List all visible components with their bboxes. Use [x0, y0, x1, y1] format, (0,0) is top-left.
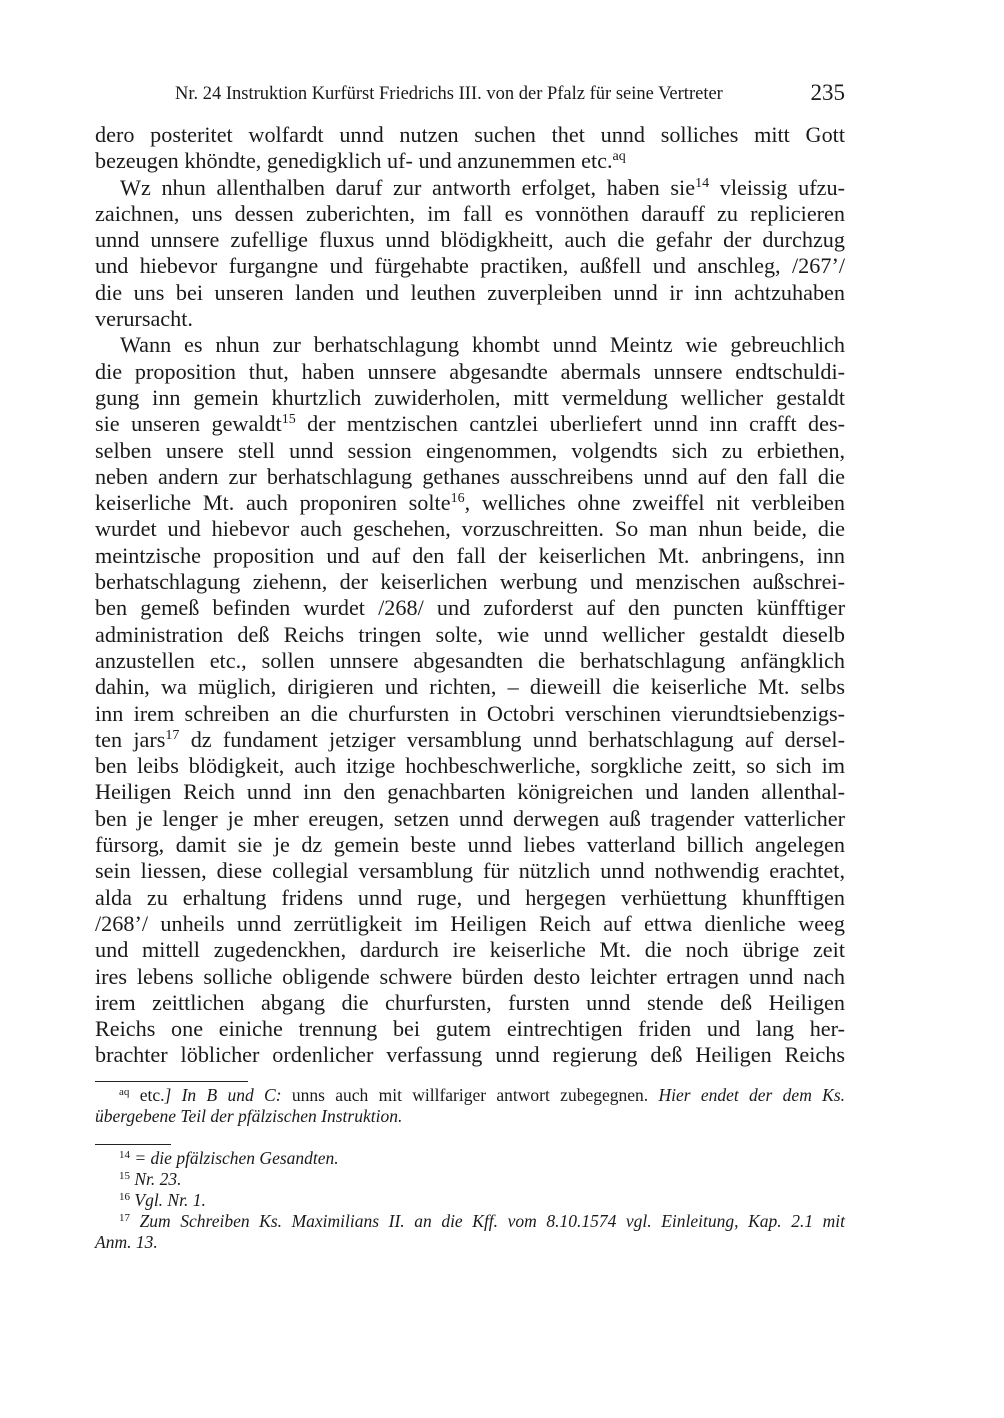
- text-run: alda zu erhaltung fridens unnd ruge, und hergegen verhüettung khunfftigen: [95, 884, 845, 910]
- text-run: dahin, wa müglich, dirigieren und richten, – dieweill die keiserliche Mt. selbs: [95, 674, 845, 700]
- footnote-line: [95, 1169, 845, 1190]
- italic-run: Hier endet der dem Ks.: [658, 1085, 845, 1105]
- text-run: zaichnen, uns dessen zuberichten, im fall es vonnöthen darauff zu replicieren: [95, 200, 845, 226]
- italic-run: ] In B und C:: [164, 1085, 282, 1105]
- text-line: [95, 595, 845, 621]
- text-line: [95, 227, 845, 253]
- text-run: Reichs one einiche trennung bei gutem eintrechtigen friden und lang her-: [95, 1016, 845, 1042]
- text-run: unnd unnsere zufellige fluxus unnd blödigkheitt, auch die gefahr der durchzug: [95, 227, 845, 253]
- text-line: [95, 490, 845, 516]
- footnote-marker: 14: [695, 175, 710, 191]
- text-line: [95, 516, 845, 542]
- text-line: [95, 201, 845, 227]
- text-line: [95, 332, 845, 358]
- text-run: sein liessen, diese collegial versamblung für nützlich unnd nothwendig erachtet,: [95, 858, 845, 884]
- text-run: berhatschlagung ziehenn, der keiserlichen werbung und menzischen außschrei-: [95, 569, 845, 595]
- italic-run: Vgl. Nr. 1.: [134, 1190, 206, 1210]
- text-line: [95, 701, 845, 727]
- footnote-marker: aq: [612, 149, 626, 165]
- text-run: wurdet und hiebevor auch geschehen, vorzuschreitten. So man nhun beide, die: [95, 516, 845, 542]
- footnote-marker: 17: [165, 727, 180, 743]
- footnote-marker: 14: [119, 1149, 130, 1161]
- text-run: ires lebens solliche obligende schwere bürden desto leichter ertragen unnd nach: [95, 963, 845, 989]
- text-run: irem zeittlichen abgang die churfursten, fursten unnd stende deß Heiligen: [95, 989, 845, 1015]
- italic-run: Anm. 13.: [95, 1232, 158, 1252]
- footnote-line: [95, 1211, 845, 1232]
- footnotes: [95, 1148, 845, 1253]
- italic-run: übergebene Teil der pfälzischen Instruktion.: [95, 1106, 403, 1126]
- footnote-marker: 17: [119, 1212, 130, 1224]
- italic-run: = die pfälzischen Gesandten.: [134, 1148, 339, 1168]
- text-line: [95, 1042, 845, 1068]
- text-run: sie unseren gewaldt: [95, 411, 282, 437]
- italic-run: Zum Schreiben Ks. Maximilians II. an die Kff. vom 8.10.1574 vgl. Einleitung, Kap. 2.1 mit: [139, 1211, 846, 1231]
- running-title: Nr. 24 Instruktion Kurfürst Friedrichs III. von der Pfalz für seine Vertreter: [175, 84, 723, 104]
- text-run: ben je lenger je mher ereugen, setzen unnd derwegen auß tragender vatterlicher: [95, 805, 845, 831]
- text-line: [95, 359, 845, 385]
- footnote-marker: 15: [119, 1170, 130, 1182]
- text-line: [95, 753, 845, 779]
- text-line: [95, 148, 845, 174]
- text-line: [95, 122, 845, 148]
- text-line: [95, 964, 845, 990]
- text-line: [95, 990, 845, 1016]
- text-run: keiserliche Mt. auch proponiren solte: [95, 490, 451, 516]
- text-run: ten jars: [95, 726, 166, 752]
- text-run: meintzische proposition und auf den fall der keiserlichen Mt. anbringens, inn: [95, 542, 845, 568]
- footnote-line: [95, 1085, 845, 1106]
- footnote-line: [95, 1106, 845, 1127]
- text-run: [130, 1211, 140, 1231]
- footnote-marker: 16: [119, 1191, 130, 1203]
- text-run: die uns bei unseren landen und leuthen zuverpleiben unnd ir inn achtzuhaben: [95, 279, 845, 305]
- text-run: , welliches ohne zweiffel nit verbleiben: [464, 490, 845, 516]
- text-line: [95, 280, 845, 306]
- text-line: [95, 1016, 845, 1042]
- text-run: vleissig ufzu-: [709, 174, 845, 200]
- text-line: [95, 858, 845, 884]
- footnote-line: [95, 1232, 845, 1253]
- page-number: 235: [810, 80, 845, 105]
- text-line: [95, 411, 845, 437]
- text-line: [95, 622, 845, 648]
- text-line: [95, 175, 845, 201]
- footnote-rule: [95, 1144, 171, 1145]
- text-line: [95, 464, 845, 490]
- text-line: [95, 385, 845, 411]
- text-line: [95, 911, 845, 937]
- text-run: ben gemeß befinden wurdet /268/ und zuforderst auf den puncten künfftiger: [95, 595, 845, 621]
- footnote-marker: 15: [281, 412, 296, 428]
- running-header: [175, 80, 845, 110]
- text-run: gung inn gemein khurtzlich zuwiderholen, mitt vermeldung wellicher gestaldt: [95, 384, 845, 410]
- text-run: verursacht.: [95, 306, 193, 332]
- text-line: [95, 674, 845, 700]
- text-line: [95, 543, 845, 569]
- text-run: /268’/ unheils unnd zerrütligkeit im Heiligen Reich auf ettwa dienliche weeg: [95, 910, 845, 936]
- footnote-line: [95, 1148, 845, 1169]
- text-line: [95, 937, 845, 963]
- text-line: [95, 885, 845, 911]
- text-run: Wz nhun allenthalben daruf zur antworth erfolget, haben sie: [120, 174, 696, 200]
- text-run: fürsorg, damit sie je dz gemein beste unnd liebes vatterland billich angelegen: [95, 832, 845, 858]
- text-run: der mentzischen cantzlei uberliefert unnd inn crafft des-: [295, 411, 845, 437]
- main-text: [95, 122, 845, 1069]
- text-run: ben leibs blödigkeit, auch itzige hochbeschwerliche, sorgkliche zeitt, so sich im: [95, 753, 845, 779]
- text-run: die proposition thut, haben unnsere abgesandte abermals unnsere endtschuldi-: [95, 358, 845, 384]
- text-line: [95, 306, 845, 332]
- text-run: Wann es nhun zur berhatschlagung khombt unnd Meintz wie gebreuchlich: [120, 332, 845, 358]
- text-line: [95, 779, 845, 805]
- text-line: [95, 806, 845, 832]
- text-run: Heiligen Reich unnd inn den genachbarten königreichen und landen allenthal-: [95, 779, 845, 805]
- text-run: anzustellen etc., sollen unnsere abgesandten die berhatschlagung anfängklich: [95, 647, 845, 673]
- text-run: neben andern zur berhatschlagung gethanes ausschreibens unnd auf den fall die: [95, 463, 845, 489]
- text-run: dero posteritet wolfardt unnd nutzen suchen thet unnd solliches mitt Gott: [95, 122, 845, 147]
- text-run: unns auch mit willfariger antwort zubegegnen.: [281, 1085, 659, 1105]
- text-run: brachter löblicher ordenlicher verfassung unnd regierung deß Heiligen Reichs: [95, 1042, 845, 1068]
- text-run: und mittell zugedenckhen, dardurch ire keiserliche Mt. die noch übrige zeit: [95, 937, 845, 963]
- text-run: inn irem schreiben an die churfursten in Octobri verschinen vierundtsiebenzigs-: [95, 700, 845, 726]
- text-line: [95, 569, 845, 595]
- text-line: [95, 727, 845, 753]
- text-line: [95, 438, 845, 464]
- footnote-marker: aq: [119, 1086, 130, 1098]
- text-run: selben unsere stell unnd session eingenommen, volgendts sich zu erbiethen,: [95, 437, 845, 463]
- italic-run: Nr. 23.: [134, 1169, 182, 1189]
- footnote-marker: 16: [450, 491, 465, 507]
- text-line: [95, 648, 845, 674]
- text-line: [95, 253, 845, 279]
- text-run: administration deß Reichs tringen solte, wie unnd wellicher gestaldt dieselb: [95, 621, 845, 647]
- footnote-line: [95, 1190, 845, 1211]
- text-run: bezeugen khöndte, genedigklich uf- und anzunemmen etc.: [95, 148, 613, 174]
- text-run: dz fundament jetziger versamblung unnd berhatschlagung auf dersel-: [179, 726, 845, 752]
- apparatus-rule: [95, 1081, 248, 1082]
- text-run: etc.: [129, 1085, 165, 1105]
- text-run: und hiebevor furgangne und fürgehabte practiken, außfell und anschleg, /267’/: [95, 253, 845, 279]
- text-line: [95, 832, 845, 858]
- critical-apparatus: [95, 1085, 845, 1127]
